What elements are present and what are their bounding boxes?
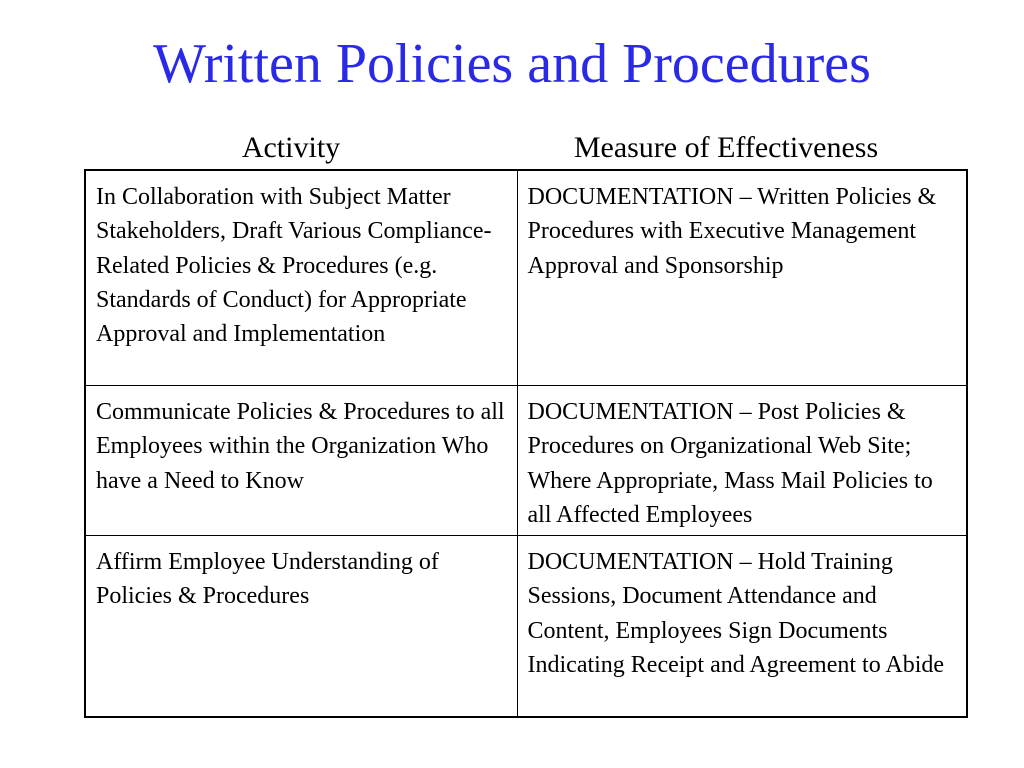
- policies-table: [84, 169, 968, 718]
- measure-cell: DOCUMENTATION – Post Policies & Procedures on Organizational Web Site; Where Appropriate, Mass Mail Policies to all Affected Employees: [517, 386, 967, 536]
- activity-cell: Communicate Policies & Procedures to all Employees within the Organization Who have a Need to Know: [85, 386, 517, 536]
- measure-cell: DOCUMENTATION – Hold Training Sessions, Document Attendance and Content, Employees Sign Documents Indicating Receipt and Agreement to Abide: [517, 536, 967, 718]
- table-row: [85, 170, 967, 386]
- activity-cell: In Collaboration with Subject Matter Stakeholders, Draft Various Compliance-Related Policies & Procedures (e.g. Standards of Conduct) for Appropriate Approval and Implementation: [85, 170, 517, 386]
- column-header-measure: Measure of Effectiveness: [573, 131, 879, 164]
- table-row: [85, 386, 967, 536]
- slide-title: Written Policies and Procedures: [153, 33, 871, 95]
- measure-cell: DOCUMENTATION – Written Policies & Procedures with Executive Management Approval and Sponsorship: [517, 170, 967, 386]
- table-row: [85, 536, 967, 718]
- column-header-activity: Activity: [241, 131, 341, 164]
- activity-cell: Affirm Employee Understanding of Policies & Procedures: [85, 536, 517, 718]
